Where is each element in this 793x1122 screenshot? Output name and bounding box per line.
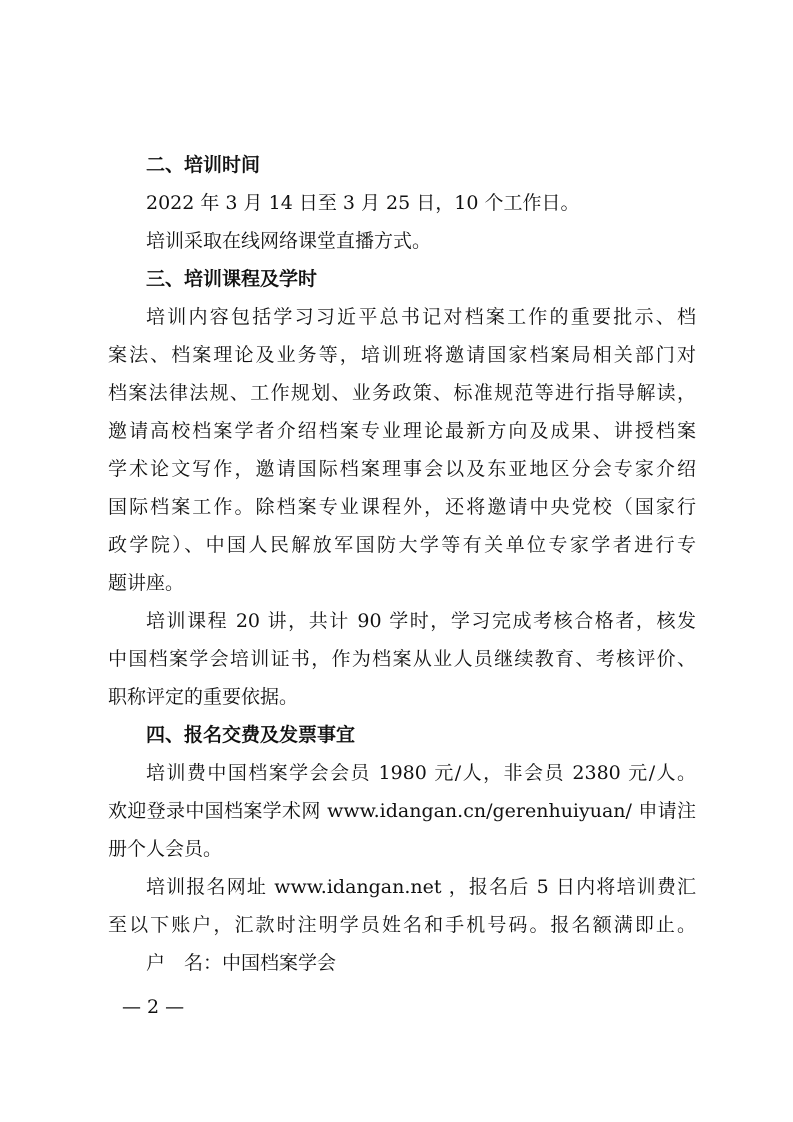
paragraph-line: 学术论文写作，邀请国际档案理事会以及东亚地区分会专家介绍 (108, 458, 696, 480)
paragraph-line: 档案法律法规、工作规划、业务政策、标准规范等进行指导解读， (108, 382, 696, 404)
paragraph-line: 培训内容包括学习习近平总书记对档案工作的重要批示、档 (146, 306, 696, 328)
page-number: — 2 — (122, 996, 185, 1018)
paragraph-line: 2022 年 3 月 14 日至 3 月 25 日，10 个工作日。 (146, 192, 580, 214)
paragraph-line: 至以下账户，汇款时注明学员姓名和手机号码。报名额满即止。 (108, 914, 696, 936)
paragraph-line: 培训报名网址 www.idangan.net ，报名后 5 日内将培训费汇 (146, 876, 696, 898)
paragraph-line: 国际档案工作。除档案专业课程外，还将邀请中央党校（国家行 (108, 496, 696, 518)
paragraph-line: 政学院）、中国人民解放军国防大学等有关单位专家学者进行专 (108, 534, 696, 556)
paragraph-line: 欢迎登录中国档案学术网 www.idangan.cn/gerenhuiyuan/ 申请注 (108, 800, 696, 822)
section-heading-registration: 四、报名交费及发票事宜 (146, 724, 356, 746)
account-name-line: 户 名：中国档案学会 (146, 952, 337, 974)
paragraph-line: 案法、档案理论及业务等，培训班将邀请国家档案局相关部门对 (108, 344, 696, 366)
paragraph-line: 邀请高校档案学者介绍档案专业理论最新方向及成果、讲授档案 (108, 420, 696, 442)
paragraph-line: 培训课程 20 讲，共计 90 学时，学习完成考核合格者，核发 (146, 610, 696, 632)
paragraph-line: 培训采取在线网络课堂直播方式。 (146, 230, 432, 252)
paragraph-line: 册个人会员。 (108, 838, 223, 860)
paragraph-line: 职称评定的重要依据。 (108, 686, 299, 708)
section-heading-courses: 三、培训课程及学时 (146, 268, 318, 290)
paragraph-line: 题讲座。 (108, 572, 185, 594)
section-heading-training-time: 二、培训时间 (146, 154, 261, 176)
paragraph-line: 中国档案学会培训证书，作为档案从业人员继续教育、考核评价、 (108, 648, 696, 670)
paragraph-line: 培训费中国档案学会会员 1980 元/人，非会员 2380 元/人。 (146, 762, 696, 784)
